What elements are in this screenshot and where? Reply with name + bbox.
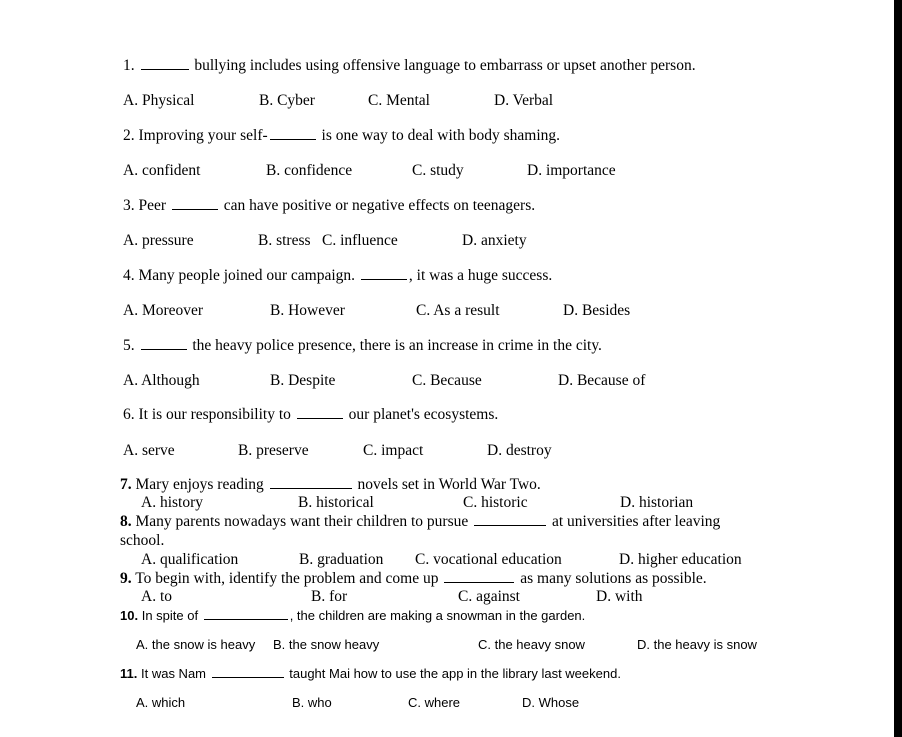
answer-blank [270,476,352,489]
question-text: It is our responsibility to [138,406,291,423]
option-a: A. Physical [123,92,195,109]
option-a: A. Moreover [123,302,204,319]
question-text: the heavy police presence, there is an increase in crime in the city. [192,337,602,354]
question-2 [123,127,560,145]
question-number: 4. [123,267,135,284]
answer-blank [204,607,288,620]
option-b: B. preserve [238,442,309,459]
option-a: A. history [141,494,203,511]
question-text: our planet's ecosystems. [348,406,499,423]
option-b: B. confidence [266,162,353,179]
question-11 [120,665,621,681]
question-text: , it was a huge success. [408,267,553,284]
option-a: A. the snow is heavy [136,637,256,652]
answer-blank [361,267,407,280]
question-text: taught Mai how to use the app in the library last weekend. [289,666,621,681]
option-d: D. higher education [619,551,742,568]
option-a: A. confident [123,162,201,179]
option-a: A. which [136,695,186,710]
option-d: D. anxiety [462,232,527,249]
question-number: 1. [123,57,135,74]
question-text: Peer [138,197,167,214]
answer-blank [297,406,343,419]
option-d: D. Besides [563,302,631,319]
option-a: A. pressure [123,232,194,249]
option-b: B. historical [298,494,374,511]
question-6 [123,406,498,424]
option-d: D. the heavy is snow [637,637,757,652]
question-text: as many solutions as possible. [520,570,707,587]
option-b: B. However [270,302,345,319]
question-7 [120,476,541,494]
question-number: 7. [120,476,132,493]
question-number: 2. [123,127,135,144]
question-3 [123,197,535,215]
option-b: B. stress [258,232,311,249]
question-number: 3. [123,197,135,214]
option-d: D. Because of [558,372,646,389]
question-number: 10. [120,608,139,623]
question-text: bullying includes using offensive language to embarrass or upset another person. [194,57,696,74]
question-4 [123,267,552,285]
question-text: novels set in World War Two. [357,476,541,493]
question-9 [120,570,707,588]
option-d: D. destroy [487,442,552,459]
option-b: B. Despite [270,372,336,389]
question-text: Many parents nowadays want their children to pursue [135,513,469,530]
option-c: C. the heavy snow [478,637,585,652]
option-c: C. influence [322,232,398,249]
option-a: A. Although [123,372,200,389]
question-continuation: school. [120,532,165,549]
answer-blank [444,570,514,583]
option-a: A. qualification [141,551,239,568]
question-text: Improving your self- [138,127,268,144]
option-c: C. impact [363,442,424,459]
question-number: 6. [123,406,135,423]
question-10 [120,607,585,623]
option-c: C. historic [463,494,528,511]
question-text: is one way to deal with body shaming. [321,127,561,144]
option-c: C. Because [412,372,482,389]
question-number: 5. [123,337,135,354]
option-d: D. Whose [522,695,580,710]
option-b: B. the snow heavy [273,637,380,652]
option-b: B. graduation [299,551,384,568]
question-text: To begin with, identify the problem and come up [135,570,439,587]
question-text: can have positive or negative effects on teenagers. [223,197,536,214]
question-text: In spite of [141,608,199,623]
question-text: It was Nam [140,666,206,681]
option-b: B. Cyber [259,92,315,109]
option-d: D. Verbal [494,92,554,109]
option-b: B. who [292,695,332,710]
question-text: Mary enjoys reading [135,476,264,493]
option-a: A. serve [123,442,175,459]
question-1 [123,57,696,75]
answer-blank [172,197,218,210]
option-b: B. for [311,588,348,605]
answer-blank [474,513,546,526]
option-a: A. to [141,588,172,605]
question-8 [120,513,720,531]
question-text: at universities after leaving [551,513,721,530]
option-c: C. against [458,588,520,605]
question-number: 8. [120,513,132,530]
answer-blank [141,337,187,350]
question-number: 11. [120,666,138,681]
option-c: C. Mental [368,92,430,109]
question-number: 9. [120,570,132,587]
option-d: D. historian [620,494,694,511]
option-c: C. As a result [416,302,500,319]
option-c: C. where [408,695,461,710]
question-text: , the children are making a snowman in the garden. [289,608,586,623]
question-text: Many people joined our campaign. [138,267,356,284]
option-d: D. with [596,588,643,605]
option-c: C. vocational education [415,551,562,568]
option-c: C. study [412,162,464,179]
option-d: D. importance [527,162,616,179]
question-5 [123,337,602,355]
answer-blank [141,57,189,70]
answer-blank [212,665,284,678]
answer-blank [270,127,316,140]
